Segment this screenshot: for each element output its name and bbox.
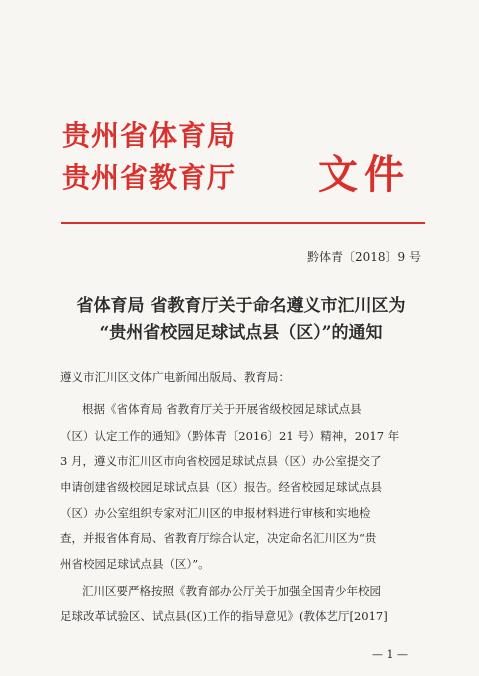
- body-line: 足球改革试验区、试点县(区)工作的指导意见》(教体艺厅[2017]: [60, 609, 388, 623]
- document-title: [60, 293, 422, 347]
- body-line: （区）办公室组织专家对汇川区的申报材料进行审核和实地检: [60, 506, 371, 520]
- body-line: 申请创建省级校园足球试点县（区）报告。经省校园足球试点县: [60, 480, 382, 494]
- body-line: 汇川区要严格按照《教育部办公厅关于加强全国青少年校园: [82, 584, 381, 598]
- body-line: 根据《省体育局 省教育厅关于开展省级校园足球试点县: [82, 402, 362, 416]
- document-type-label: 文件: [318, 151, 410, 198]
- body-line: 3 月，遵义市汇川区市向省校园足球试点县（区）办公室提交了: [60, 454, 382, 468]
- title-line-2: “贵州省校园足球试点县（区）”的通知: [99, 323, 383, 343]
- body-line: 查，并报省体育局、省教育厅综合认定，决定命名汇川区为“贵: [60, 531, 377, 545]
- body-line: （区）认定工作的通知》（黔体青〔2016〕21 号）精神，2017 年: [60, 429, 400, 443]
- body-line: 州省校园足球试点县（区）”。: [60, 557, 210, 571]
- issuer-block: [62, 115, 236, 199]
- title-line-1: 省体育局 省教育厅关于命名遵义市汇川区为: [76, 296, 406, 316]
- red-divider-line: [61, 222, 425, 224]
- page-number: — 1 —: [372, 648, 408, 661]
- document-number: 黔体青〔2018〕9 号: [307, 250, 421, 264]
- issuer-education-dept: 贵州省教育厅: [62, 161, 237, 194]
- issuer-sports-bureau: 贵州省体育局: [62, 119, 237, 152]
- recipient-line: 遵义市汇川区文体广电新闻出版局、教育局：: [60, 370, 290, 384]
